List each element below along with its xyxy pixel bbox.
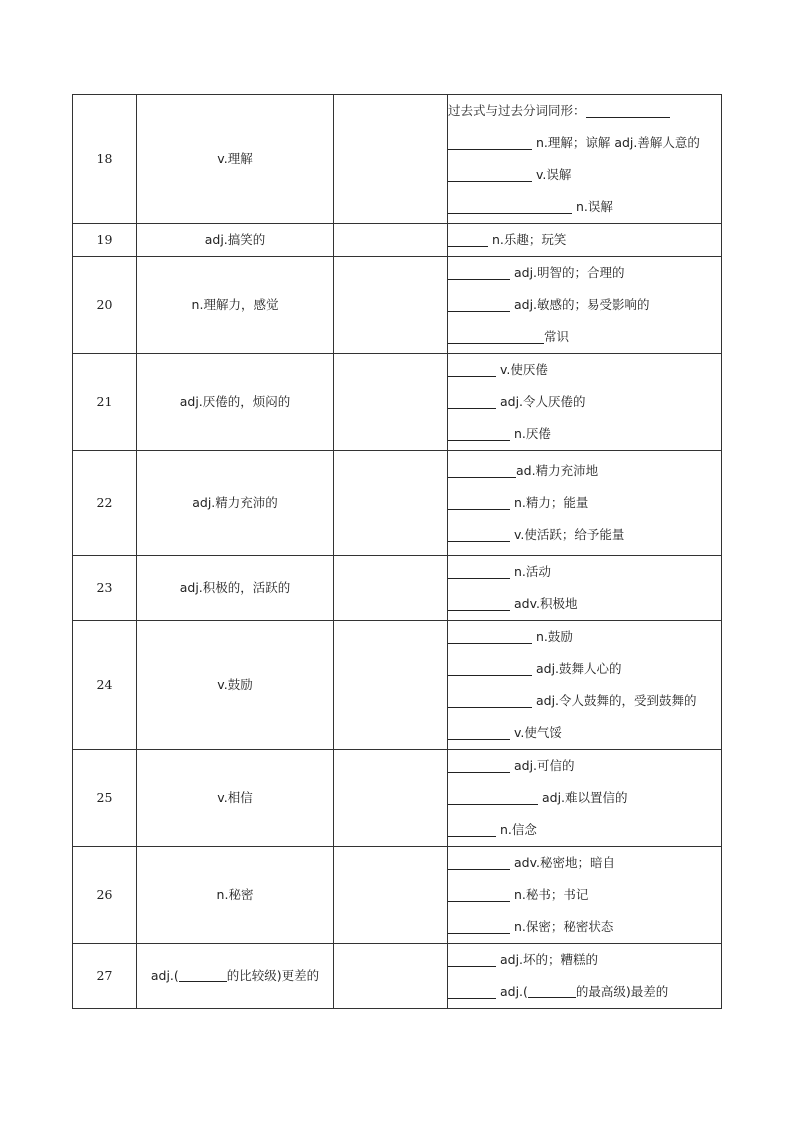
word-meaning: v.相信	[137, 750, 334, 847]
form-text: n.信念	[496, 822, 537, 837]
form-line	[448, 418, 721, 450]
word-forms	[448, 354, 722, 451]
answer-cell[interactable]	[334, 95, 448, 224]
form-text: adj.敏感的；易受影响的	[510, 297, 650, 312]
form-text: adj.(	[496, 984, 528, 999]
fill-blank[interactable]	[448, 919, 510, 934]
table-row	[73, 556, 722, 621]
form-line	[448, 257, 721, 289]
form-line	[448, 750, 721, 782]
form-text: adj.难以置信的	[538, 790, 628, 805]
row-number: 23	[73, 556, 137, 621]
answer-cell[interactable]	[334, 556, 448, 621]
form-line	[448, 159, 721, 191]
word-meaning: n.秘密	[137, 847, 334, 944]
row-number: 19	[73, 224, 137, 257]
form-text: v.使气馁	[510, 725, 562, 740]
word-meaning: adj.搞笑的	[137, 224, 334, 257]
table-row	[73, 944, 722, 1009]
word-forms	[448, 621, 722, 750]
form-text: adv.积极地	[510, 596, 578, 611]
form-text: n.误解	[572, 199, 613, 214]
answer-cell[interactable]	[334, 944, 448, 1009]
form-line	[448, 455, 721, 487]
fill-blank[interactable]	[448, 265, 510, 280]
form-text: v.误解	[532, 167, 572, 182]
fill-blank[interactable]	[448, 984, 496, 999]
fill-blank[interactable]	[586, 103, 670, 118]
form-text: v.使厌倦	[496, 362, 548, 377]
fill-blank[interactable]	[448, 426, 510, 441]
row-number: 21	[73, 354, 137, 451]
form-text: adj.明智的；合理的	[510, 265, 625, 280]
form-text: adj.鼓舞人心的	[532, 661, 622, 676]
fill-blank[interactable]	[448, 758, 510, 773]
inline-blank[interactable]	[528, 985, 576, 998]
word-forms	[448, 224, 722, 257]
form-line	[448, 191, 721, 223]
fill-blank[interactable]	[448, 329, 544, 344]
form-line	[448, 95, 721, 127]
word-meaning: adj.厌倦的，烦闷的	[137, 354, 334, 451]
fill-blank[interactable]	[448, 564, 510, 579]
word-meaning: n.理解力，感觉	[137, 257, 334, 354]
form-text: adv.秘密地；暗自	[510, 855, 615, 870]
answer-cell[interactable]	[334, 224, 448, 257]
fill-blank[interactable]	[448, 952, 496, 967]
table-row	[73, 257, 722, 354]
form-text: 常识	[544, 329, 570, 344]
form-line	[448, 556, 721, 588]
word-forms	[448, 257, 722, 354]
word-forms	[448, 451, 722, 556]
form-text: n.厌倦	[510, 426, 551, 441]
inline-blank[interactable]	[179, 969, 227, 982]
table-row	[73, 750, 722, 847]
word-forms	[448, 556, 722, 621]
row-number: 27	[73, 944, 137, 1009]
fill-blank[interactable]	[448, 725, 510, 740]
word-forms	[448, 847, 722, 944]
form-text: adj.令人厌倦的	[496, 394, 586, 409]
form-line	[448, 354, 721, 386]
fill-blank[interactable]	[448, 629, 532, 644]
form-line	[448, 782, 721, 814]
word-meaning: adj.精力充沛的	[137, 451, 334, 556]
fill-blank[interactable]	[448, 394, 496, 409]
form-line	[448, 588, 721, 620]
table-row	[73, 224, 722, 257]
fill-blank[interactable]	[448, 135, 532, 150]
table-row	[73, 354, 722, 451]
form-line	[448, 685, 721, 717]
table-row	[73, 621, 722, 750]
word-meaning: v.鼓励	[137, 621, 334, 750]
form-line	[448, 386, 721, 418]
form-line	[448, 653, 721, 685]
form-line	[448, 487, 721, 519]
form-text: adj.坏的；糟糕的	[496, 952, 599, 967]
fill-blank[interactable]	[448, 167, 532, 182]
row-number: 18	[73, 95, 137, 224]
word-forms	[448, 95, 722, 224]
row-number: 25	[73, 750, 137, 847]
form-line	[448, 911, 721, 943]
form-line	[448, 847, 721, 879]
form-text: n.保密；秘密状态	[510, 919, 614, 934]
word-meaning: adj.积极的，活跃的	[137, 556, 334, 621]
row-number: 22	[73, 451, 137, 556]
fill-blank[interactable]	[448, 887, 510, 902]
row-number: 24	[73, 621, 137, 750]
form-text: ad.精力充沛地	[516, 463, 599, 478]
fill-blank[interactable]	[448, 297, 510, 312]
fill-blank[interactable]	[448, 661, 532, 676]
table-row	[73, 847, 722, 944]
word-forms	[448, 750, 722, 847]
form-line	[448, 321, 721, 353]
form-line	[448, 519, 721, 551]
row-number: 20	[73, 257, 137, 354]
form-text: adj.可信的	[510, 758, 575, 773]
fill-blank[interactable]	[448, 822, 496, 837]
answer-cell[interactable]	[334, 451, 448, 556]
fill-blank[interactable]	[448, 199, 572, 214]
form-line	[448, 814, 721, 846]
answer-cell[interactable]	[334, 257, 448, 354]
fill-blank[interactable]	[448, 855, 510, 870]
meaning-part: adj.(	[150, 968, 179, 984]
table-row	[73, 95, 722, 224]
form-text: n.秘书；书记	[510, 887, 589, 902]
answer-cell[interactable]	[334, 750, 448, 847]
form-line	[448, 224, 721, 256]
form-text: n.活动	[510, 564, 551, 579]
answer-cell[interactable]	[334, 847, 448, 944]
word-meaning: v.理解	[137, 95, 334, 224]
fill-blank[interactable]	[448, 693, 532, 708]
form-text: n.理解；谅解 adj.善解人意的	[532, 135, 700, 150]
word-meaning	[137, 944, 334, 1009]
form-text: v.使活跃；给予能量	[510, 527, 625, 542]
form-line	[448, 289, 721, 321]
fill-blank[interactable]	[448, 596, 510, 611]
form-line	[448, 621, 721, 653]
meaning-part: 的比较级)更差的	[226, 968, 320, 984]
form-line	[448, 944, 721, 976]
form-text: n.乐趣；玩笑	[488, 232, 567, 247]
fill-blank[interactable]	[448, 463, 516, 478]
form-text: n.鼓励	[532, 629, 573, 644]
form-text: n.精力；能量	[510, 495, 589, 510]
answer-cell[interactable]	[334, 354, 448, 451]
form-text: 的最高级)最差的	[575, 984, 669, 999]
form-line	[448, 976, 721, 1008]
fill-blank[interactable]	[448, 232, 488, 247]
form-line	[448, 879, 721, 911]
vocabulary-table	[72, 94, 722, 1009]
vocabulary-table-body	[73, 95, 722, 1009]
form-line	[448, 127, 721, 159]
fill-blank[interactable]	[448, 527, 510, 542]
word-forms	[448, 944, 722, 1009]
fill-blank[interactable]	[448, 362, 496, 377]
fill-blank[interactable]	[448, 495, 510, 510]
table-row	[73, 451, 722, 556]
form-text: adj.令人鼓舞的，受到鼓舞的	[532, 693, 697, 708]
form-lead-text: 过去式与过去分词同形：	[448, 103, 586, 118]
answer-cell[interactable]	[334, 621, 448, 750]
form-line	[448, 717, 721, 749]
fill-blank[interactable]	[448, 790, 538, 805]
row-number: 26	[73, 847, 137, 944]
